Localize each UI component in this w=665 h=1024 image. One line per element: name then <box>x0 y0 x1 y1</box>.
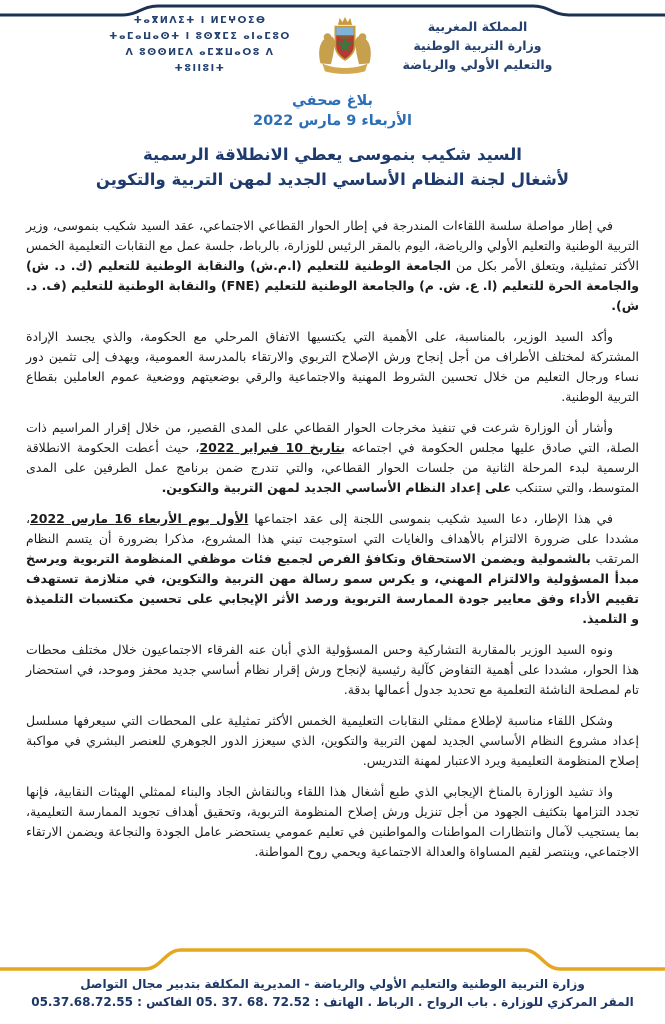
paragraph-3-date-underlined: بتاريخ 10 فبراير 2022 <box>199 440 346 455</box>
paragraph-4-bold-tail: بالشمولية ويضمن الاستحقاق وتكافؤ الفرص لجميع فئات موظفي المنظومة التربوية ويرسخ مبدأ المسؤولية والالتزام المهني، و يكرس سمو رسالة مهن التربية والتكوين، في متلازمة تستهدف تقييم الأداء وفق معايير جودة الممارسة التربوية ورصد الأثر الإيجابي على تحسين مكتسبات التلميذة و التلميذ. <box>26 551 639 626</box>
ministry-line-2: والتعليم الأولي والرياضة <box>402 56 553 72</box>
press-release-meta <box>0 91 665 131</box>
paragraph-6 <box>26 711 639 771</box>
paragraph-3-text-b: ، حيث أعطت الحكومة الانطلاقة الرسمية لبدء المرحلة الثانية من جلسات الحوار القطاعي، والتي تندرج ضمن برنامج عمل الطرفين على المدى المتوسط، والتي ستنكب <box>26 440 639 495</box>
footer-divider-line <box>0 944 665 974</box>
paragraph-3 <box>26 418 639 498</box>
footer-contact-line <box>0 993 665 1011</box>
document-footer <box>0 944 665 1024</box>
footer-address-phone-label: المقر المركزي للوزارة . باب الرواح . الرباط . الهاتف : <box>310 995 634 1009</box>
ministry-line-1: وزارة التربية الوطنية <box>413 37 542 53</box>
paragraph-5 <box>26 640 639 700</box>
footer-fax-number: 05.37.68.72.55 <box>31 995 133 1009</box>
tifinagh-line-3: ⴷ ⵓⵙⵙⵍⵎⴷ ⴰⵎⵣⵡⴰⵔⵓ ⴷ ⵜⵓⵏⵏⵓⵏⵜ <box>125 47 275 74</box>
ministry-name-arabic <box>395 17 560 74</box>
footer-phone-number: 05. 37. 68. 72.52 <box>196 995 311 1009</box>
paragraph-2-text: وأكد السيد الوزير، بالمناسبة، على الأهمية التي يكتسيها الاتفاق المرحلي مع الحكومة، والذي يجسد الإرادة المشتركة لمختلف الأطراف من أجل إنجاح ورش الإصلاح التربوي والارتقاء بالمدرسة العمومية، ويهدف إلى تثمين دور نساء ورجال التعليم من خلال تحسين الشروط المهنية والاجتماعية والرقي بوضعيتهم ووضعية عموم العاملين بقطاع التربية الوطنية. <box>26 329 639 404</box>
paragraph-4-text-b: ، مشددا على ضرورة الالتزام بالأهداف والغايات التي استوجبت تبني هذا المشروع، مذكرا بضرورة أن يتسم النظام المرتقب <box>26 511 639 566</box>
paragraph-3-text-a: وأشار أن الوزارة شرعت في تنفيذ مخرجات الحوار القطاعي على المدى القصير، من خلال إقرار المراسيم ذات الصلة، التي صادق عليها مجلس الحكومة في اجتماعه <box>26 420 639 455</box>
kingdom-line: المملكة المغربية <box>427 18 528 34</box>
footer-text <box>0 975 665 1011</box>
paragraph-7-text: واذ تشيد الوزارة بالمناخ الإيجابي الذي طبع أشغال هذا اللقاء وبالنقاش الجاد والبناء لممثلي الهيئات النقابية، فإنها تجدد التزامها بتكثيف الجهود من أجل تنزيل ورش إصلاح المنظومة التربوية، وتحقيق أهداف تجويد الممارسة التعليمية، بما يستجيب لآمال وانتظارات المواطنات والمواطنين في تعليم عمومي يستحضر عامل الجودة والنجاعة ويضمن الارتقاء الاجتماعي، وينتصر لقيم المساواة والعدالة الاجتماعية ويحمي روح المواطنة. <box>26 784 639 859</box>
paragraph-5-text: ونوه السيد الوزير بالمقاربة التشاركية وحس المسؤولية الذي أبان عنه الفرقاء الاجتماعيون خلال مختلف محطات هذا الحوار، مشددا على أهمية التفاوض كآلية رئيسية لإنجاح ورش إقرار نظام أساسي جديد محفز وموحد، في استحضار تام لمصلحة الناشئة التعلمية مع تحديد جدول أعمالها بدقة. <box>26 642 639 697</box>
paragraph-1-text: في إطار مواصلة سلسة اللقاءات المندرجة في إطار الحوار القطاعي الاجتماعي، عقد السيد شكيب بنموسى، وزير التربية الوطنية والتعليم الأولي والرياضة، اليوم بالمقر الرئيس للوزارة، بالرباط، جلسة عمل مع النقابات التعليمية الخمس الأكثر تمثيلية، ويتعلق الأمر بكل من <box>26 218 639 273</box>
document-body <box>26 216 639 873</box>
document-title-line-1: السيد شكيب بنموسى يعطي الانطلاقة الرسمية <box>143 145 522 164</box>
paragraph-1 <box>26 216 639 316</box>
coat-of-arms-logo <box>309 13 381 77</box>
tifinagh-line-2: ⵜⴰⵎⴰⵡⴰⵙⵜ ⵏ ⵓⵙⴳⵎⵉ ⴰⵏⴰⵎⵓⵔ <box>109 31 291 42</box>
paragraph-4-text-a: في هذا الإطار، دعا السيد شكيب بنموسى اللجنة إلى عقد اجتماعها <box>248 511 613 526</box>
paragraph-1-unions-bold: الجامعة الوطنية للتعليم (ا.م.ش) والنقابة الوطنية للتعليم (ك. د. ش) والجامعة الحرة للتعليم (ا. ع. ش. م) والجامعة الوطنية للتعليم (FNE) والنقابة الوطنية للتعليم (ف. د. ش). <box>26 258 639 313</box>
press-release-date: الأربعاء 9 مارس 2022 <box>253 113 412 129</box>
paragraph-4-date-underlined: الأول يوم الأربعاء 16 مارس 2022 <box>30 511 249 526</box>
footer-fax-label: الفاكس : <box>132 995 197 1009</box>
document-title-line-2: لأشغال لجنة النظام الأساسي الجديد لمهن التربية والتكوين <box>95 170 570 189</box>
paragraph-3-bold-tail: على إعداد النظام الأساسي الجديد لمهن التربية والتكوين. <box>161 480 512 495</box>
press-release-label: بلاغ صحفي <box>292 93 373 109</box>
paragraph-6-text: وشكل اللقاء مناسبة لإطلاع ممثلي النقابات التعليمية الخمس الأكثر تمثيلية على المحطات التي سيعرفها مسلسل إعداد مشروع النظام الأساسي الجديد لمهن التربية والتكوين، الذي سيعزز الدور الجوهري للعنصر البشري في مواكبة إصلاح المنظومة التعليمية ويرد الاعتبار لمهنة التدريس. <box>26 713 639 768</box>
letterhead <box>0 13 665 77</box>
footer-directorate-line: وزارة التربية الوطنية والتعليم الأولي والرياضة - المديرية المكلفة بتدبير مجال التواصل <box>80 977 585 991</box>
paragraph-7 <box>26 782 639 862</box>
ministry-name-tifinagh <box>105 13 295 77</box>
tifinagh-line-1: ⵜⴰⴳⵍⴷⵉⵜ ⵏ ⵍⵎⵖⵔⵉⴱ <box>133 15 267 26</box>
paragraph-4 <box>26 509 639 629</box>
paragraph-2 <box>26 327 639 407</box>
document-title <box>0 142 665 192</box>
